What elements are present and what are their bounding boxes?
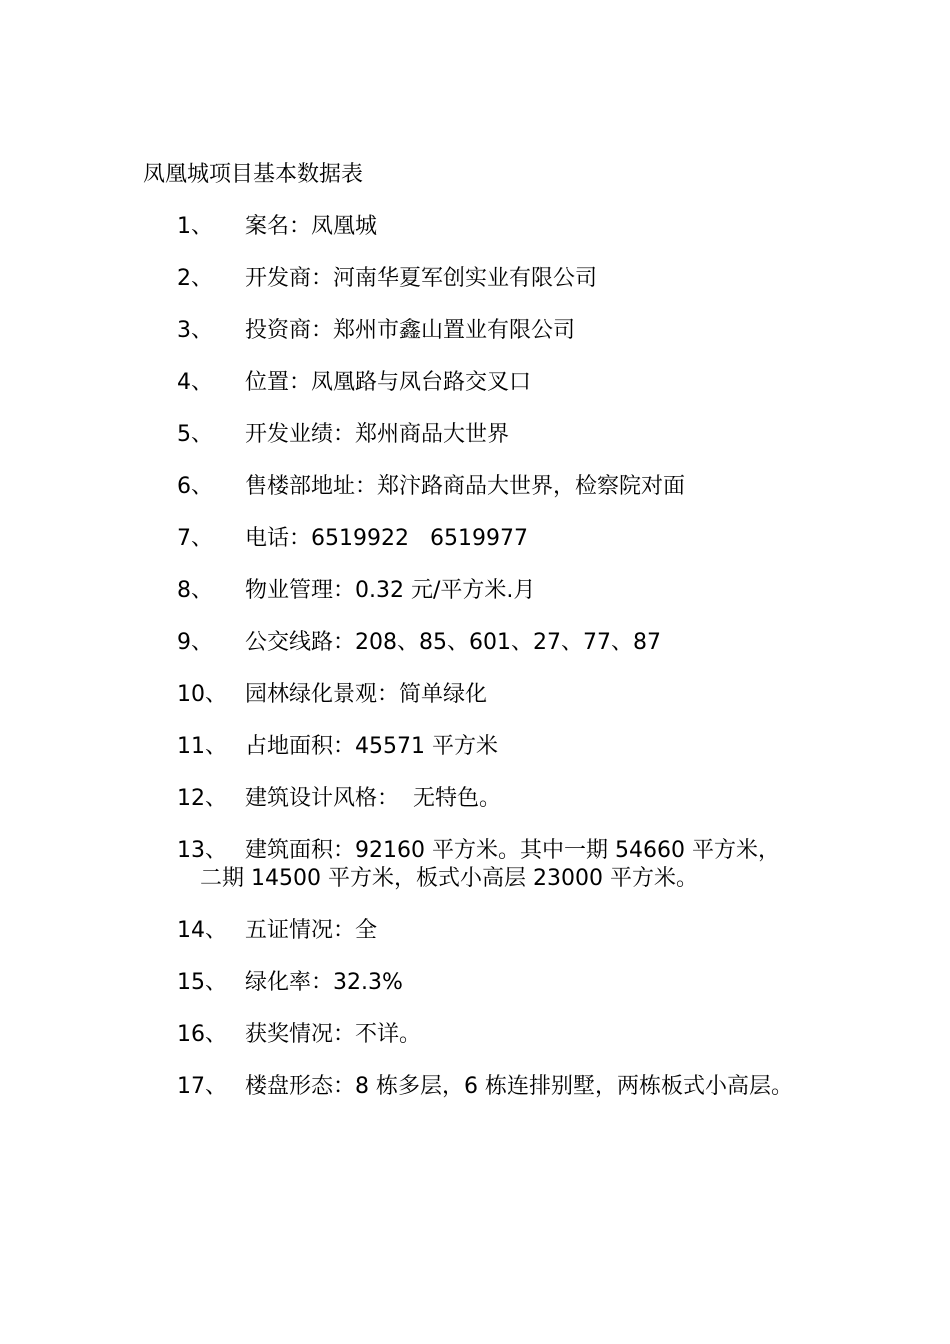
list-item — [0, 784, 950, 836]
item-number: 12、 — [177, 786, 227, 811]
item-text: 开发业绩：郑州商品大世界 — [245, 422, 510, 447]
list-item — [0, 576, 950, 628]
list-item — [0, 212, 950, 264]
item-text: 五证情况：全 — [245, 918, 378, 943]
item-text: 获奖情况：不详。 — [245, 1022, 422, 1047]
list-item — [0, 420, 950, 472]
list-item — [0, 680, 950, 732]
item-number: 11、 — [177, 734, 227, 759]
list-item — [0, 1020, 950, 1072]
list-item — [0, 732, 950, 784]
item-number: 17、 — [177, 1074, 227, 1099]
item-text: 售楼部地址：郑汴路商品大世界，检察院对面 — [245, 474, 686, 499]
item-number: 13、 — [177, 838, 227, 863]
list-item — [0, 968, 950, 1020]
item-text: 开发商：河南华夏军创实业有限公司 — [245, 266, 598, 291]
item-text: 建筑设计风格： 无特色。 — [245, 786, 501, 811]
item-number: 3、 — [177, 318, 213, 343]
item-text: 电话：6519922 6519977 — [245, 526, 528, 551]
item-number: 16、 — [177, 1022, 227, 1047]
item-number: 9、 — [177, 630, 213, 655]
list-item — [0, 836, 950, 916]
item-number: 6、 — [177, 474, 213, 499]
item-number: 5、 — [177, 422, 213, 447]
item-text: 占地面积：45571 平方米 — [245, 734, 498, 759]
item-text: 案名：凤凰城 — [245, 214, 378, 239]
document-title: 凤凰城项目基本数据表 — [143, 162, 364, 187]
item-number: 4、 — [177, 370, 213, 395]
item-text-continuation: 二期 14500 平方米，板式小高层 23000 平方米。 — [200, 866, 698, 891]
list-item — [0, 524, 950, 576]
list-item — [0, 368, 950, 420]
list-item — [0, 472, 950, 524]
item-number: 7、 — [177, 526, 213, 551]
item-number: 10、 — [177, 682, 227, 707]
list-item — [0, 628, 950, 680]
item-number: 15、 — [177, 970, 227, 995]
item-number: 1、 — [177, 214, 213, 239]
item-text: 绿化率：32.3% — [245, 970, 403, 995]
item-text: 投资商：郑州市鑫山置业有限公司 — [245, 318, 576, 343]
list-item — [0, 1072, 950, 1124]
item-text: 园林绿化景观：简单绿化 — [245, 682, 488, 707]
data-list — [0, 212, 950, 1124]
item-text: 建筑面积：92160 平方米。其中一期 54660 平方米， — [245, 838, 780, 863]
item-number: 14、 — [177, 918, 227, 943]
item-number: 2、 — [177, 266, 213, 291]
list-item — [0, 316, 950, 368]
item-number: 8、 — [177, 578, 213, 603]
item-text: 位置：凤凰路与凤台路交叉口 — [245, 370, 532, 395]
item-text: 物业管理：0.32 元/平方米.月 — [245, 578, 536, 603]
item-text: 楼盘形态：8 栋多层，6 栋连排别墅，两栋板式小高层。 — [245, 1074, 793, 1099]
list-item — [0, 264, 950, 316]
item-text: 公交线路：208、85、601、27、77、87 — [245, 630, 661, 655]
list-item — [0, 916, 950, 968]
